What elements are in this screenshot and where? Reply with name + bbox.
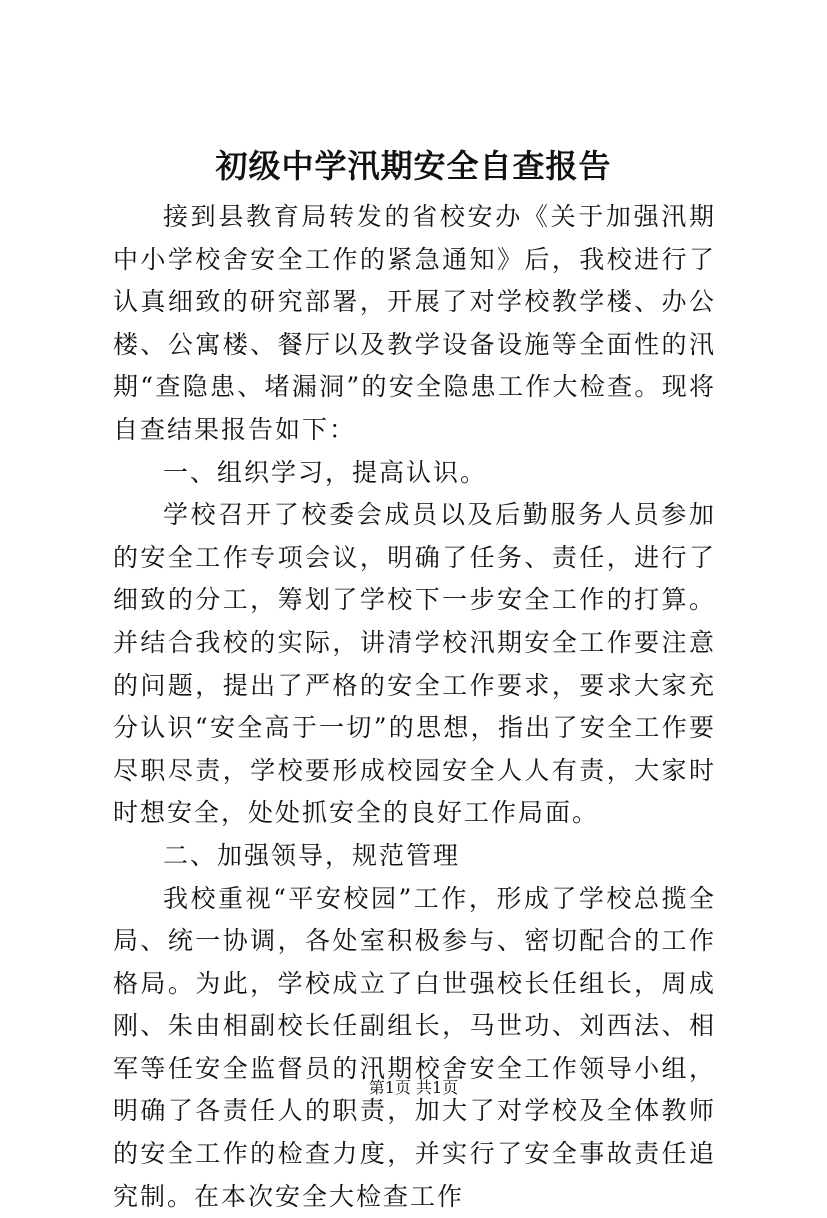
section-2-paragraph: 我校重视“平安校园”工作，形成了学校总揽全局、统一协调，各处室积极参与、密切配合的工作格局。为此，学校成立了白世强校长任组长，周成刚、朱由相副校长任副组长，马世功、刘西法、相军等任安全监督员的汛期校舍安全工作领导小组，明确了各责任人的职责，加大了对学校及全体教师的安全工作的检查力度，并实行了安全事故责任追究制。在本次安全大检查工作: [113, 878, 716, 1218]
section-1-paragraph: 学校召开了校委会成员以及后勤服务人员参加的安全工作专项会议，明确了任务、责任，进行了细致的分工，筹划了学校下一步安全工作的打算。并结合我校的实际，讲清学校汛期安全工作要注意的问题，提出了严格的安全工作要求，要求大家充分认识“安全高于一切”的思想，指出了安全工作要尽职尽责，学校要形成校园安全人人有责，大家时时想安全，处处抓安全的良好工作局面。: [113, 494, 716, 835]
section-heading-1: 一、组织学习，提高认识。: [113, 452, 716, 495]
document-body: [113, 196, 716, 1218]
page-number-footer: 第1页 共1页: [0, 1078, 827, 1098]
document-title: 初级中学汛期安全自查报告: [0, 146, 827, 186]
section-heading-2: 二、加强领导，规范管理: [113, 835, 716, 878]
intro-paragraph: 接到县教育局转发的省校安办《关于加强汛期中小学校舍安全工作的紧急通知》后，我校进行了认真细致的研究部署，开展了对学校教学楼、办公楼、公寓楼、餐厅以及教学设备设施等全面性的汛期“查隐患、堵漏洞”的安全隐患工作大检查。现将自查结果报告如下：: [113, 196, 716, 452]
